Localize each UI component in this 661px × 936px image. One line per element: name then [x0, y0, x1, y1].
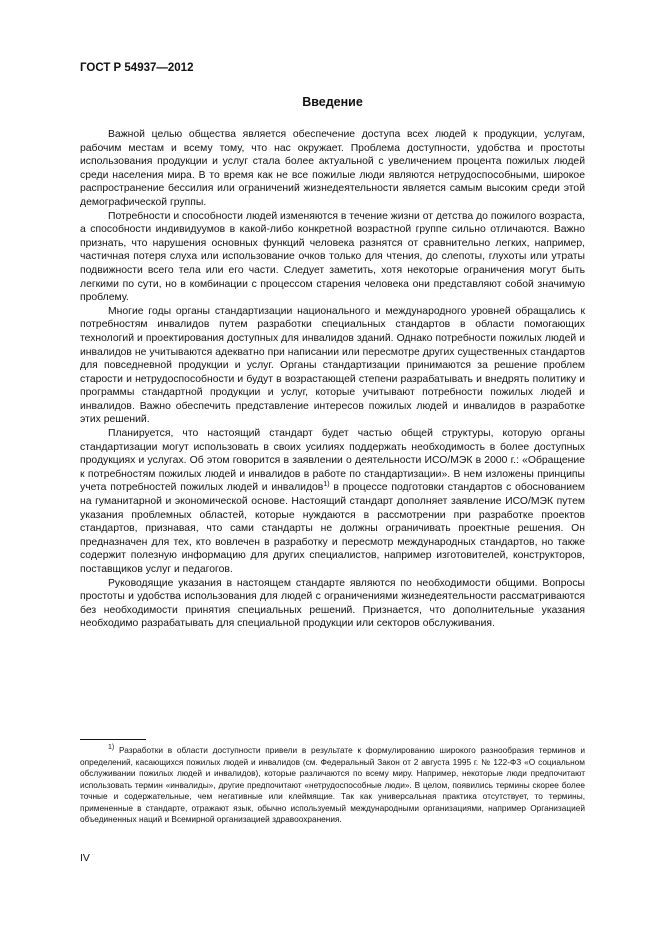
paragraph-3: Многие годы органы стандартизации национального и международного уровней обращались к потребностям инвалидов путем разработки специальных стандартов в области помогающих технологий и проектирования доступных для инвалидов зданий. Однако потребности пожилых людей и инвалидов не учитываются адекватно при написании или пересмотре других существенных стандартов для повседневной продукции и услуг. Органы стандартизации принимаются за решение проблем старости и нетрудоспособности и будут в возрастающей степени разрабатывать и внедрять политику и программы стандартной продукции и услуг, которые учитывают потребности пожилых людей и инвалидов. Важно обеспечить представление интересов пожилых людей и инвалидов в разработке этих решений.	[80, 305, 585, 426]
footnote-divider	[80, 739, 146, 740]
paragraph-2: Потребности и способности людей изменяются в течение жизни от детства до пожилого возраста, а способности индивидуумов в какой-либо конкретной возрастной группе сильно отличаются. Важно признать, что нарушения основных функций человека разнятся от сравнительно легких, например, частичная потеря слуха или использование очков только для чтения, до слепоты, глухоты или утраты подвижности всего тела или его части. Следует заметить, хотя некоторые ограничения могут быть легкими по сути, но в комбинации с процессом старения человека они представляют собой значимую проблему.	[80, 210, 585, 304]
paragraph-4	[80, 427, 585, 577]
footnote-reference: 1)	[323, 481, 330, 489]
footnote	[80, 745, 585, 826]
introduction-body	[80, 128, 585, 631]
page-number: IV	[80, 852, 90, 864]
section-title: Введение	[302, 95, 363, 109]
paragraph-5: Руководящие указания в настоящем стандарте являются по необходимости общими. Вопросы простоты и удобства использования для людей с ограничениями жизнедеятельности рассматриваются без необходимости принятия специальных решений. Признается, что дополнительные указания необходимо разрабатывать для специальной продукции или секторов обслуживания.	[80, 577, 585, 630]
footnote-marker: 1)	[108, 744, 115, 751]
paragraph-4-part-1: Планируется, что настоящий стандарт будет частью общей структуры, которую органы стандартизации могут использовать в своих усилиях поддержать необходимость в более доступных продукциях и услугах. Об этом говорится в заявлении о деятельности ИСО/МЭК в 2000 г.: «Обращение к потребностям пожилых людей и инвалидов в работе по стандартизации». В нем изложены принципы учета потребностей пожилых людей и инвалидов	[80, 428, 585, 494]
standard-code-header: ГОСТ Р 54937—2012	[80, 62, 194, 74]
paragraph-1: Важной целью общества является обеспечение доступа всех людей к продукции, услугам, рабочим местам и всему тому, что нас окружает. Проблема доступности, удобства и простоты использования продукции и услуг стала более актуальной с увеличением процента пожилых людей среди населения мира. В то время как не все пожилые люди являются нетрудоспособными, широкое распространение бессилия или ограничений жизнедеятельности является самым высоким среди этой демографической группы.	[80, 129, 585, 208]
paragraph-4-part-2: в процессе подготовки стандартов с обоснованием на гуманитарной и экономической основе. Настоящий стандарт дополняет заявление ИСО/МЭК путем указания проблемных областей, которые нуждаются в рассмотрении при разработке проектов стандартов, признавая, что сами стандарты не должны ограничивать проектные решения. Он предназначен для тех, кто вовлечен в разработку и пересмотр международных стандартов, но также содержит полезную информацию для других специалистов, например изготовителей, конструкторов, поставщиков услуг и педагогов.	[80, 482, 585, 575]
footnote-paragraph	[80, 745, 585, 826]
footnote-text: Разработки в области доступности привели в результате к формулированию широкого разнообразия терминов и определений, касающихся пожилых людей и инвалидов (см. Федеральный Закон от 2 августа 1995 г. № 122-ФЗ «О социальном обслуживании пожилых людей и инвалидов), которые различаются по всему миру. Например, некоторые люди предпочитают использовать термин «инвалиды», другие предпочитают «нетрудоспособные люди». В целом, появились термины скорее более точные и содержательные, чем негативные или клеймящие. Так как универсальная практика отсутствует, то термины, примененные в стандарте, отражают язык, обычно используемый международными организациями, например Организацией объединенных наций и Всемирной организацией здравоохранения.	[80, 745, 585, 824]
